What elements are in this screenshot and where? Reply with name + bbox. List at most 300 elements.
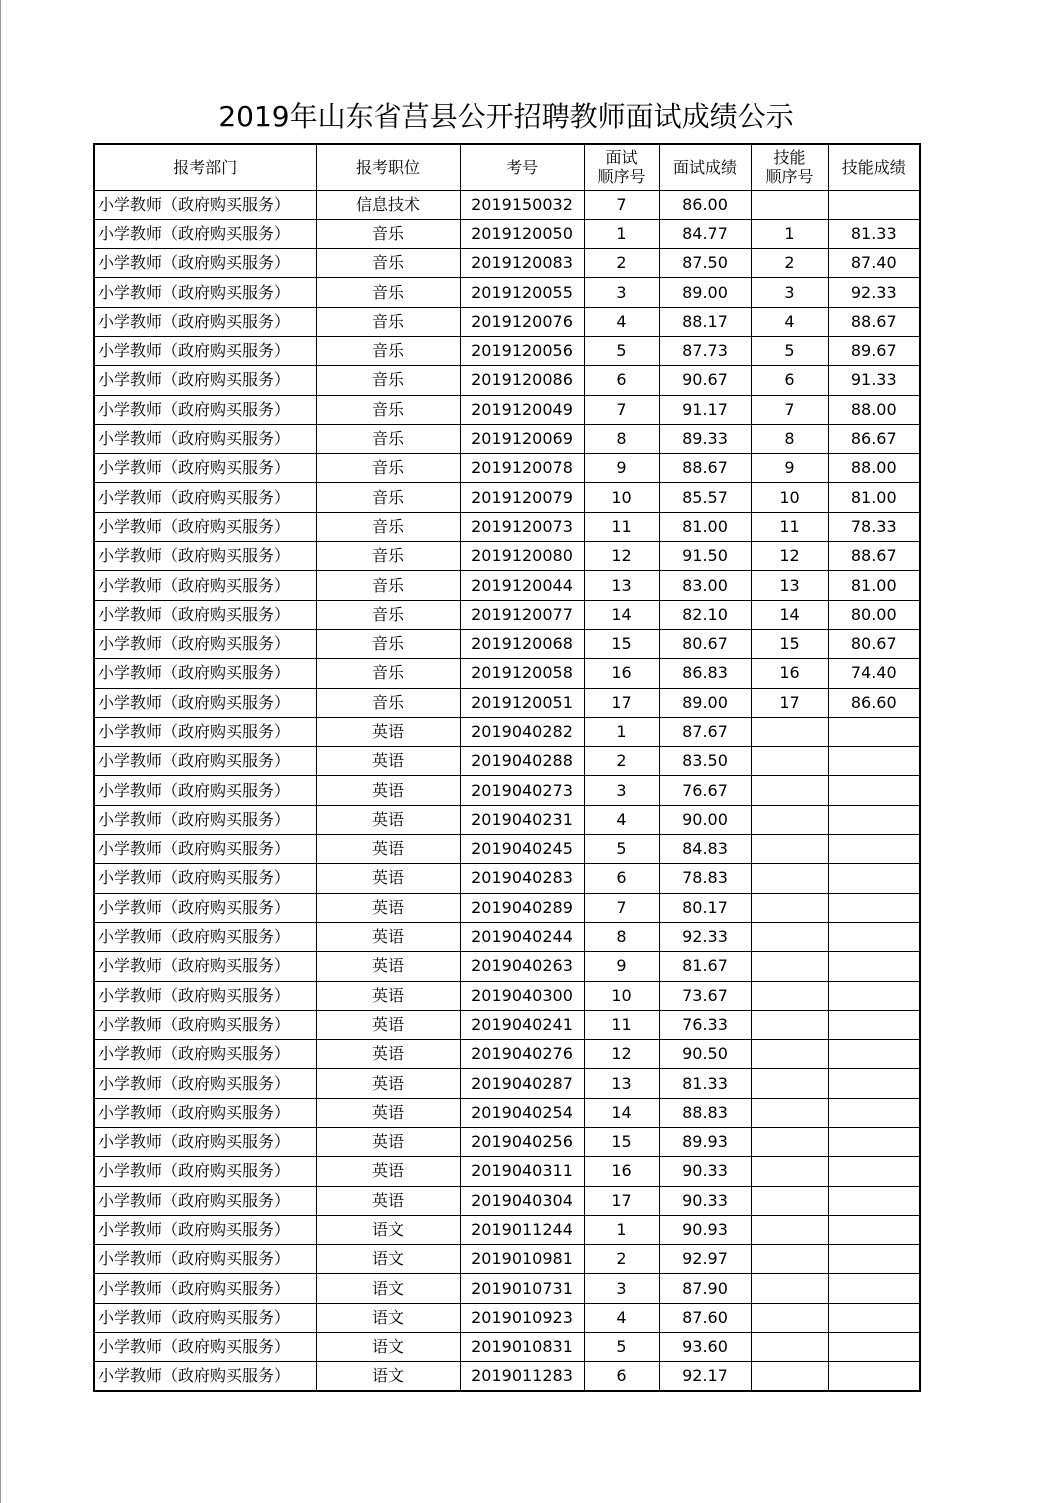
table-row <box>94 307 920 336</box>
table-row <box>94 1098 920 1127</box>
cell-interview-order: 1 <box>584 1215 659 1244</box>
cell-position: 英语 <box>316 805 460 834</box>
cell-position: 音乐 <box>316 629 460 658</box>
cell-skill-order <box>751 1040 828 1069</box>
cell-interview-score: 83.00 <box>659 571 751 600</box>
cell-exam-no: 2019120049 <box>460 395 584 424</box>
cell-interview-score: 76.67 <box>659 776 751 805</box>
table-row <box>94 1186 920 1215</box>
cell-interview-score: 89.93 <box>659 1128 751 1157</box>
cell-dept: 小学教师（政府购买服务） <box>94 1333 316 1362</box>
table-header <box>94 144 920 190</box>
cell-interview-order: 2 <box>584 1245 659 1274</box>
cell-dept: 小学教师（政府购买服务） <box>94 893 316 922</box>
table-row <box>94 424 920 453</box>
cell-position: 音乐 <box>316 483 460 512</box>
cell-exam-no: 2019120055 <box>460 278 584 307</box>
cell-position: 英语 <box>316 922 460 951</box>
cell-exam-no: 2019040288 <box>460 747 584 776</box>
table-row <box>94 835 920 864</box>
header-exam-no: 考号 <box>460 144 584 190</box>
cell-interview-order: 6 <box>584 1362 659 1391</box>
table-row <box>94 512 920 541</box>
cell-position: 音乐 <box>316 659 460 688</box>
cell-position: 音乐 <box>316 424 460 453</box>
cell-skill-score <box>828 864 920 893</box>
cell-interview-order: 14 <box>584 1098 659 1127</box>
cell-exam-no: 2019040287 <box>460 1069 584 1098</box>
cell-interview-order: 5 <box>584 1333 659 1362</box>
cell-skill-order <box>751 1333 828 1362</box>
cell-skill-order: 2 <box>751 249 828 278</box>
cell-interview-order: 4 <box>584 1303 659 1332</box>
cell-skill-order <box>751 981 828 1010</box>
cell-interview-score: 93.60 <box>659 1333 751 1362</box>
cell-interview-order: 1 <box>584 219 659 248</box>
cell-skill-score <box>828 952 920 981</box>
cell-interview-score: 89.00 <box>659 688 751 717</box>
table-row <box>94 952 920 981</box>
cell-dept: 小学教师（政府购买服务） <box>94 366 316 395</box>
cell-skill-score: 86.67 <box>828 424 920 453</box>
cell-skill-score <box>828 981 920 1010</box>
cell-exam-no: 2019120058 <box>460 659 584 688</box>
table-row <box>94 776 920 805</box>
cell-skill-order <box>751 952 828 981</box>
cell-skill-order <box>751 747 828 776</box>
table-row <box>94 1303 920 1332</box>
cell-exam-no: 2019040256 <box>460 1128 584 1157</box>
cell-position: 英语 <box>316 864 460 893</box>
cell-interview-score: 86.83 <box>659 659 751 688</box>
cell-dept: 小学教师（政府购买服务） <box>94 1098 316 1127</box>
table-row <box>94 717 920 746</box>
cell-skill-order: 5 <box>751 336 828 365</box>
cell-dept: 小学教师（政府购买服务） <box>94 1010 316 1039</box>
page-left-edge <box>0 0 1 1503</box>
cell-skill-score <box>828 1010 920 1039</box>
cell-skill-score <box>828 805 920 834</box>
cell-interview-order: 13 <box>584 571 659 600</box>
cell-dept: 小学教师（政府购买服务） <box>94 981 316 1010</box>
cell-exam-no: 2019010731 <box>460 1274 584 1303</box>
cell-interview-order: 17 <box>584 1186 659 1215</box>
table-row <box>94 922 920 951</box>
cell-interview-score: 87.73 <box>659 336 751 365</box>
cell-interview-order: 9 <box>584 952 659 981</box>
cell-interview-order: 3 <box>584 278 659 307</box>
cell-position: 语文 <box>316 1362 460 1391</box>
table-row <box>94 219 920 248</box>
cell-position: 语文 <box>316 1245 460 1274</box>
cell-exam-no: 2019120077 <box>460 600 584 629</box>
cell-position: 英语 <box>316 835 460 864</box>
cell-exam-no: 2019120078 <box>460 454 584 483</box>
cell-exam-no: 2019011283 <box>460 1362 584 1391</box>
cell-interview-score: 78.83 <box>659 864 751 893</box>
cell-exam-no: 2019040282 <box>460 717 584 746</box>
cell-exam-no: 2019120069 <box>460 424 584 453</box>
cell-skill-order <box>751 1274 828 1303</box>
cell-interview-order: 12 <box>584 542 659 571</box>
cell-dept: 小学教师（政府购买服务） <box>94 629 316 658</box>
cell-skill-order <box>751 805 828 834</box>
table-row <box>94 981 920 1010</box>
cell-skill-order: 1 <box>751 219 828 248</box>
cell-dept: 小学教师（政府购买服务） <box>94 278 316 307</box>
cell-position: 语文 <box>316 1333 460 1362</box>
cell-interview-order: 11 <box>584 1010 659 1039</box>
cell-interview-score: 76.33 <box>659 1010 751 1039</box>
header-skill-order <box>751 144 828 190</box>
cell-skill-score: 88.00 <box>828 395 920 424</box>
cell-skill-score: 80.00 <box>828 600 920 629</box>
cell-skill-score: 92.33 <box>828 278 920 307</box>
cell-exam-no: 2019120044 <box>460 571 584 600</box>
cell-interview-score: 87.67 <box>659 717 751 746</box>
cell-position: 语文 <box>316 1303 460 1332</box>
cell-exam-no: 2019120073 <box>460 512 584 541</box>
cell-skill-score <box>828 1215 920 1244</box>
cell-dept: 小学教师（政府购买服务） <box>94 1040 316 1069</box>
cell-skill-score: 86.60 <box>828 688 920 717</box>
cell-skill-order <box>751 1186 828 1215</box>
cell-interview-order: 3 <box>584 1274 659 1303</box>
cell-skill-score <box>828 893 920 922</box>
cell-position: 音乐 <box>316 542 460 571</box>
header-row <box>94 144 920 190</box>
cell-interview-score: 90.33 <box>659 1186 751 1215</box>
cell-exam-no: 2019040231 <box>460 805 584 834</box>
table-row <box>94 1157 920 1186</box>
cell-skill-score: 80.67 <box>828 629 920 658</box>
cell-interview-score: 80.17 <box>659 893 751 922</box>
cell-skill-score: 91.33 <box>828 366 920 395</box>
table-row <box>94 1333 920 1362</box>
cell-position: 英语 <box>316 981 460 1010</box>
header-skill-order-line1: 技能 <box>773 148 806 168</box>
cell-position: 英语 <box>316 1157 460 1186</box>
cell-interview-order: 7 <box>584 893 659 922</box>
cell-interview-order: 7 <box>584 395 659 424</box>
table-row <box>94 600 920 629</box>
cell-dept: 小学教师（政府购买服务） <box>94 249 316 278</box>
cell-position: 英语 <box>316 1098 460 1127</box>
cell-interview-order: 17 <box>584 688 659 717</box>
cell-exam-no: 2019040311 <box>460 1157 584 1186</box>
cell-exam-no: 2019040276 <box>460 1040 584 1069</box>
cell-skill-score <box>828 1040 920 1069</box>
cell-exam-no: 2019040289 <box>460 893 584 922</box>
cell-position: 音乐 <box>316 395 460 424</box>
cell-dept: 小学教师（政府购买服务） <box>94 1215 316 1244</box>
cell-interview-order: 8 <box>584 922 659 951</box>
cell-exam-no: 2019120051 <box>460 688 584 717</box>
table-row <box>94 454 920 483</box>
cell-exam-no: 2019040300 <box>460 981 584 1010</box>
cell-position: 信息技术 <box>316 190 460 219</box>
cell-dept: 小学教师（政府购买服务） <box>94 219 316 248</box>
header-skill-order-line2: 顺序号 <box>765 167 814 187</box>
cell-interview-order: 14 <box>584 600 659 629</box>
cell-skill-score <box>828 1333 920 1362</box>
cell-skill-order <box>751 835 828 864</box>
header-skill-score: 技能成绩 <box>828 144 920 190</box>
cell-skill-score <box>828 747 920 776</box>
cell-interview-score: 84.77 <box>659 219 751 248</box>
cell-exam-no: 2019150032 <box>460 190 584 219</box>
cell-skill-order <box>751 893 828 922</box>
cell-interview-order: 11 <box>584 512 659 541</box>
cell-exam-no: 2019120080 <box>460 542 584 571</box>
cell-dept: 小学教师（政府购买服务） <box>94 776 316 805</box>
cell-skill-score <box>828 1098 920 1127</box>
cell-interview-order: 15 <box>584 1128 659 1157</box>
cell-interview-order: 4 <box>584 307 659 336</box>
cell-interview-score: 92.97 <box>659 1245 751 1274</box>
cell-skill-order: 4 <box>751 307 828 336</box>
cell-position: 音乐 <box>316 571 460 600</box>
cell-dept: 小学教师（政府购买服务） <box>94 454 316 483</box>
cell-skill-order: 8 <box>751 424 828 453</box>
cell-exam-no: 2019120076 <box>460 307 584 336</box>
table-row <box>94 1362 920 1391</box>
cell-interview-score: 86.00 <box>659 190 751 219</box>
cell-dept: 小学教师（政府购买服务） <box>94 424 316 453</box>
cell-position: 语文 <box>316 1215 460 1244</box>
cell-interview-score: 91.17 <box>659 395 751 424</box>
cell-dept: 小学教师（政府购买服务） <box>94 864 316 893</box>
cell-interview-score: 90.67 <box>659 366 751 395</box>
cell-dept: 小学教师（政府购买服务） <box>94 1069 316 1098</box>
header-dept: 报考部门 <box>94 144 316 190</box>
cell-position: 英语 <box>316 1186 460 1215</box>
table-row <box>94 190 920 219</box>
cell-skill-order: 12 <box>751 542 828 571</box>
cell-position: 音乐 <box>316 278 460 307</box>
cell-interview-score: 90.50 <box>659 1040 751 1069</box>
header-interview-order-line1: 面试 <box>605 148 638 168</box>
cell-skill-score: 88.67 <box>828 542 920 571</box>
cell-position: 英语 <box>316 717 460 746</box>
header-interview-order <box>584 144 659 190</box>
cell-exam-no: 2019120050 <box>460 219 584 248</box>
table-row <box>94 659 920 688</box>
cell-dept: 小学教师（政府购买服务） <box>94 922 316 951</box>
cell-skill-score: 89.67 <box>828 336 920 365</box>
cell-skill-order: 3 <box>751 278 828 307</box>
cell-dept: 小学教师（政府购买服务） <box>94 336 316 365</box>
cell-exam-no: 2019010923 <box>460 1303 584 1332</box>
table-row <box>94 864 920 893</box>
cell-position: 英语 <box>316 1040 460 1069</box>
cell-interview-score: 87.50 <box>659 249 751 278</box>
cell-interview-order: 5 <box>584 336 659 365</box>
cell-interview-order: 16 <box>584 659 659 688</box>
cell-exam-no: 2019010831 <box>460 1333 584 1362</box>
cell-exam-no: 2019040254 <box>460 1098 584 1127</box>
cell-position: 音乐 <box>316 219 460 248</box>
cell-dept: 小学教师（政府购买服务） <box>94 1245 316 1274</box>
cell-skill-order <box>751 922 828 951</box>
cell-skill-score: 78.33 <box>828 512 920 541</box>
cell-interview-order: 9 <box>584 454 659 483</box>
cell-skill-score <box>828 1157 920 1186</box>
cell-interview-score: 84.83 <box>659 835 751 864</box>
cell-interview-score: 91.50 <box>659 542 751 571</box>
cell-interview-order: 3 <box>584 776 659 805</box>
cell-interview-score: 88.83 <box>659 1098 751 1127</box>
cell-exam-no: 2019040244 <box>460 922 584 951</box>
table-row <box>94 1128 920 1157</box>
cell-exam-no: 2019120083 <box>460 249 584 278</box>
cell-interview-score: 92.33 <box>659 922 751 951</box>
cell-position: 语文 <box>316 1274 460 1303</box>
cell-interview-score: 80.67 <box>659 629 751 658</box>
table-row <box>94 1215 920 1244</box>
cell-dept: 小学教师（政府购买服务） <box>94 395 316 424</box>
cell-exam-no: 2019040273 <box>460 776 584 805</box>
cell-skill-order <box>751 717 828 746</box>
cell-dept: 小学教师（政府购买服务） <box>94 542 316 571</box>
cell-exam-no: 2019040263 <box>460 952 584 981</box>
cell-dept: 小学教师（政府购买服务） <box>94 1157 316 1186</box>
cell-position: 音乐 <box>316 454 460 483</box>
cell-exam-no: 2019120068 <box>460 629 584 658</box>
cell-position: 音乐 <box>316 512 460 541</box>
cell-interview-score: 90.33 <box>659 1157 751 1186</box>
cell-interview-order: 6 <box>584 366 659 395</box>
cell-interview-order: 5 <box>584 835 659 864</box>
cell-position: 音乐 <box>316 336 460 365</box>
cell-interview-score: 87.60 <box>659 1303 751 1332</box>
cell-skill-order <box>751 1128 828 1157</box>
cell-skill-order: 7 <box>751 395 828 424</box>
table-row <box>94 1245 920 1274</box>
table-row <box>94 805 920 834</box>
cell-skill-order: 9 <box>751 454 828 483</box>
cell-interview-score: 88.17 <box>659 307 751 336</box>
table-row <box>94 1069 920 1098</box>
cell-exam-no: 2019120056 <box>460 336 584 365</box>
cell-position: 音乐 <box>316 688 460 717</box>
cell-interview-order: 16 <box>584 1157 659 1186</box>
cell-skill-order <box>751 1362 828 1391</box>
cell-position: 英语 <box>316 893 460 922</box>
cell-interview-score: 73.67 <box>659 981 751 1010</box>
cell-skill-score <box>828 190 920 219</box>
header-interview-order-line2: 顺序号 <box>597 167 646 187</box>
cell-position: 英语 <box>316 1010 460 1039</box>
table-row <box>94 395 920 424</box>
cell-interview-order: 15 <box>584 629 659 658</box>
header-position: 报考职位 <box>316 144 460 190</box>
cell-dept: 小学教师（政府购买服务） <box>94 600 316 629</box>
cell-interview-score: 88.67 <box>659 454 751 483</box>
table-row <box>94 1010 920 1039</box>
cell-position: 音乐 <box>316 600 460 629</box>
cell-dept: 小学教师（政府购买服务） <box>94 805 316 834</box>
cell-skill-order <box>751 190 828 219</box>
cell-dept: 小学教师（政府购买服务） <box>94 1128 316 1157</box>
cell-interview-order: 2 <box>584 249 659 278</box>
cell-skill-order <box>751 1010 828 1039</box>
cell-skill-order <box>751 1215 828 1244</box>
table-row <box>94 688 920 717</box>
cell-skill-order <box>751 1303 828 1332</box>
cell-exam-no: 2019120086 <box>460 366 584 395</box>
cell-position: 英语 <box>316 952 460 981</box>
table-row <box>94 542 920 571</box>
cell-dept: 小学教师（政府购买服务） <box>94 571 316 600</box>
page-title: 2019年山东省莒县公开招聘教师面试成绩公示 <box>218 100 794 133</box>
cell-interview-score: 83.50 <box>659 747 751 776</box>
cell-dept: 小学教师（政府购买服务） <box>94 747 316 776</box>
cell-skill-score <box>828 1128 920 1157</box>
cell-interview-score: 81.33 <box>659 1069 751 1098</box>
cell-interview-score: 87.90 <box>659 1274 751 1303</box>
cell-position: 音乐 <box>316 366 460 395</box>
cell-skill-order: 10 <box>751 483 828 512</box>
cell-dept: 小学教师（政府购买服务） <box>94 1274 316 1303</box>
table-row <box>94 249 920 278</box>
cell-interview-order: 7 <box>584 190 659 219</box>
cell-skill-score: 87.40 <box>828 249 920 278</box>
cell-skill-order: 17 <box>751 688 828 717</box>
cell-interview-order: 4 <box>584 805 659 834</box>
cell-skill-order <box>751 776 828 805</box>
cell-interview-score: 82.10 <box>659 600 751 629</box>
cell-skill-order: 13 <box>751 571 828 600</box>
cell-dept: 小学教师（政府购买服务） <box>94 190 316 219</box>
cell-exam-no: 2019010981 <box>460 1245 584 1274</box>
cell-exam-no: 2019120079 <box>460 483 584 512</box>
cell-dept: 小学教师（政府购买服务） <box>94 835 316 864</box>
results-table <box>93 143 921 1392</box>
cell-dept: 小学教师（政府购买服务） <box>94 483 316 512</box>
cell-position: 英语 <box>316 1128 460 1157</box>
cell-skill-score <box>828 776 920 805</box>
cell-skill-score <box>828 1186 920 1215</box>
cell-skill-score <box>828 717 920 746</box>
cell-exam-no: 2019040283 <box>460 864 584 893</box>
cell-skill-score <box>828 1274 920 1303</box>
cell-interview-score: 90.00 <box>659 805 751 834</box>
table-row <box>94 1040 920 1069</box>
cell-skill-score <box>828 922 920 951</box>
cell-position: 音乐 <box>316 307 460 336</box>
cell-skill-score: 88.00 <box>828 454 920 483</box>
table-row <box>94 336 920 365</box>
table-row <box>94 629 920 658</box>
cell-skill-score: 81.33 <box>828 219 920 248</box>
cell-skill-order: 6 <box>751 366 828 395</box>
table-row <box>94 747 920 776</box>
cell-skill-score <box>828 1069 920 1098</box>
cell-position: 英语 <box>316 1069 460 1098</box>
cell-dept: 小学教师（政府购买服务） <box>94 1362 316 1391</box>
cell-interview-score: 89.33 <box>659 424 751 453</box>
cell-dept: 小学教师（政府购买服务） <box>94 307 316 336</box>
table-row <box>94 571 920 600</box>
cell-position: 音乐 <box>316 249 460 278</box>
cell-skill-score: 81.00 <box>828 483 920 512</box>
cell-interview-score: 85.57 <box>659 483 751 512</box>
cell-skill-score: 74.40 <box>828 659 920 688</box>
cell-dept: 小学教师（政府购买服务） <box>94 512 316 541</box>
table-body <box>94 190 920 1391</box>
cell-exam-no: 2019011244 <box>460 1215 584 1244</box>
